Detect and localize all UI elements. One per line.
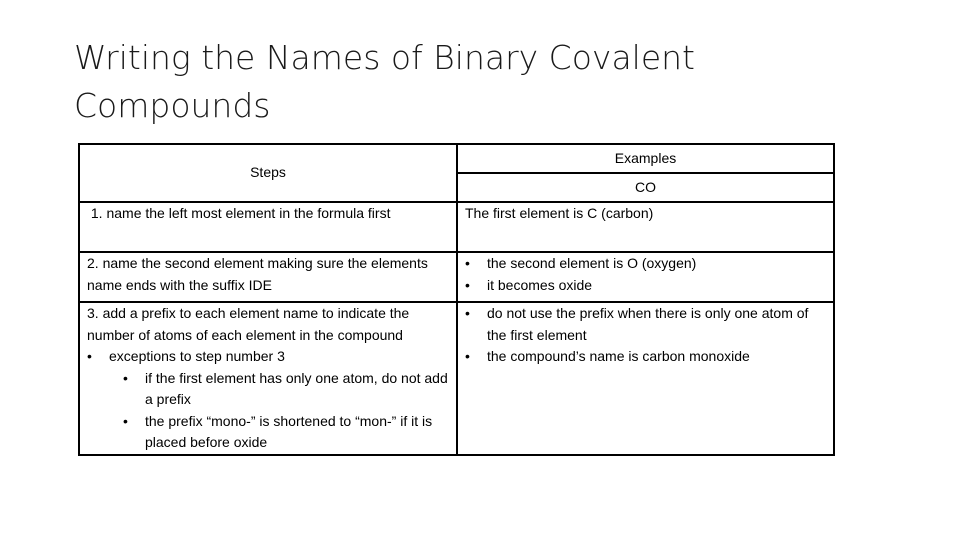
list-item: • if the first element has only one atom, do not add a prefix <box>123 368 449 411</box>
list-item: • it becomes oxide <box>465 275 826 297</box>
examples-header-cell: Examples <box>457 144 834 173</box>
example-2-bullet-list <box>465 253 826 296</box>
step-3-text: 3. add a prefix to each element name to indicate the number of atoms of each element in the compound <box>87 305 410 343</box>
list-item: • the second element is O (oxygen) <box>465 253 826 275</box>
table-row <box>79 302 834 455</box>
list-item: • the compound’s name is carbon monoxide <box>465 346 826 368</box>
steps-header-cell: Steps <box>79 144 457 202</box>
exceptions-sub-list <box>123 368 449 454</box>
exceptions-label: exceptions to step number 3 <box>109 348 285 364</box>
table-row <box>79 202 834 252</box>
table-header-row <box>79 144 834 173</box>
step-1-cell: 1. name the left most element in the formula first <box>79 202 457 252</box>
step-3-cell <box>79 302 457 455</box>
table-row <box>79 252 834 302</box>
steps-table <box>78 143 835 456</box>
example-compound-cell: CO <box>457 173 834 202</box>
list-item: • the prefix “mono-” is shortened to “mon-” if it is placed before oxide <box>123 411 449 454</box>
step-2-cell: 2. name the second element making sure the elements name ends with the suffix IDE <box>79 252 457 302</box>
example-1-cell: The first element is C (carbon) <box>457 202 834 252</box>
example-3-bullet-list <box>465 303 826 368</box>
example-3-cell <box>457 302 834 455</box>
example-2-cell <box>457 252 834 302</box>
list-item <box>87 346 449 368</box>
step-3-bullet-list <box>87 346 449 368</box>
slide-title: Writing the Names of Binary Covalent Compounds <box>74 38 695 125</box>
list-item: • do not use the prefix when there is only one atom of the first element <box>465 303 826 346</box>
